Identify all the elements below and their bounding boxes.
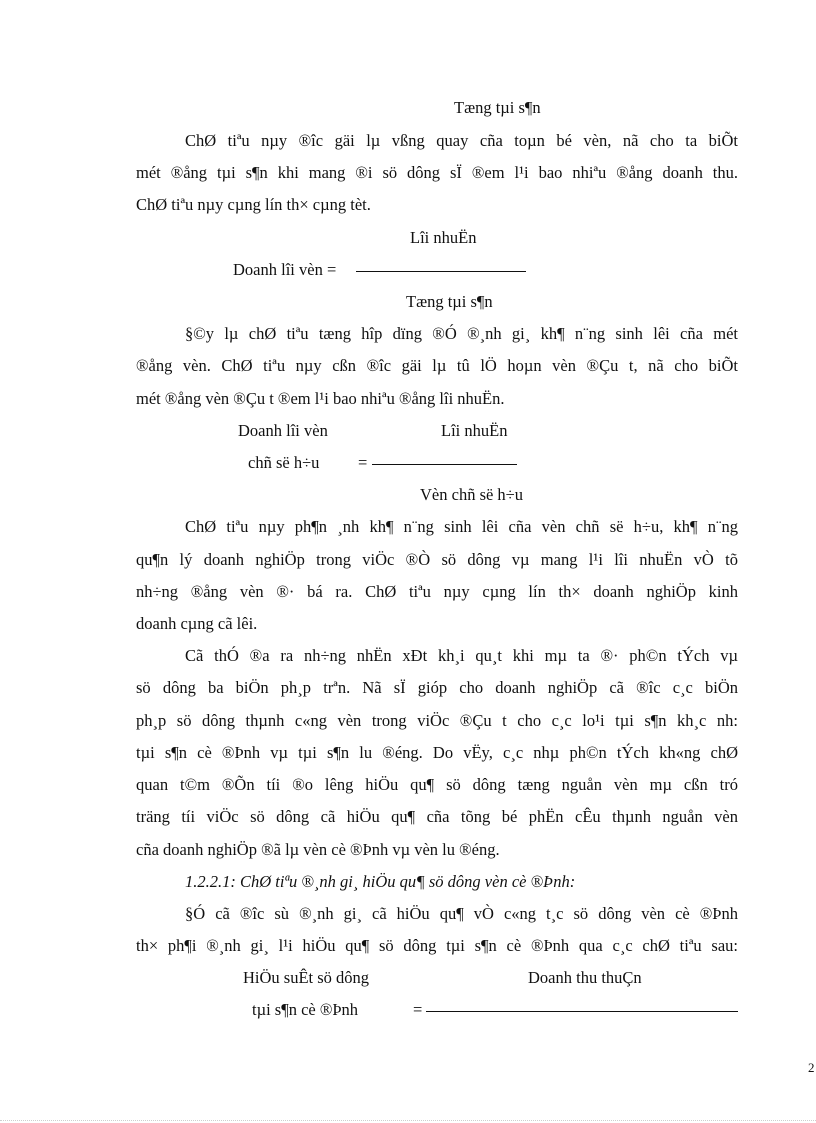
fraction-numerator: Doanh thu thuÇn: [528, 968, 642, 987]
paragraph-line: doanh cµng cã lêi.: [136, 614, 258, 633]
paragraph-line: sö dông ba biÖn ph¸p trªn. Nã sÏ gióp cho doanh nghiÖp cã ®îc c¸c biÖn: [136, 678, 738, 697]
paragraph-line: tµi s¶n cè ®Þnh vµ tµi s¶n lu ®éng. Do vËy, c¸c nhµ ph©n tÝch kh«ng chØ: [136, 743, 738, 762]
page-number: 2: [808, 1060, 815, 1075]
page-bottom-divider: [0, 1120, 816, 1121]
fraction-denominator: Tæng tµi s¶n: [454, 98, 541, 117]
paragraph-line: cña doanh nghiÖp ®ã lµ vèn cè ®Þnh vµ vèn lu ®éng.: [136, 840, 500, 859]
formula-label: Doanh lîi vèn: [238, 421, 328, 440]
paragraph-line: ChØ tiªu nµy cµng lín th× cµng tèt.: [136, 195, 371, 214]
fraction-numerator: Lîi nhuËn: [441, 421, 508, 440]
equals-sign: =: [413, 1000, 423, 1019]
fraction-numerator: Lîi nhuËn: [410, 228, 477, 247]
formula-label: chñ së h÷u: [248, 453, 320, 472]
formula-label: tµi s¶n cè ®Þnh: [252, 1000, 359, 1019]
formula-label: Doanh lîi vèn =: [233, 260, 337, 279]
fraction-denominator: Vèn chñ së h÷u: [420, 485, 523, 504]
paragraph-line: ®ång vèn. ChØ tiªu nµy cßn ®îc gäi lµ tû lÖ hoµn vèn ®Çu t, nã cho biÕt: [136, 356, 738, 375]
fraction-line: [356, 271, 526, 272]
paragraph-line: ph¸p sö dông thµnh c«ng vèn trong viÖc ®Çu t cho c¸c lo¹i tµi s¶n kh¸c nh:: [136, 711, 738, 730]
fraction-line: [426, 1011, 738, 1012]
paragraph-line: ChØ tiªu nµy ®îc gäi lµ vßng quay cña toµn bé vèn, nã cho ta biÕt: [185, 131, 738, 150]
paragraph-line: qu¶n lý doanh nghiÖp trong viÖc ®Ò sö dông vµ mang l¹i lîi nhuËn vÒ tõ: [136, 550, 738, 569]
paragraph-line: §©y lµ chØ tiªu tæng hîp dïng ®Ó ®¸nh gi¸ kh¶ n¨ng sinh lêi cña mét: [185, 324, 738, 343]
fraction-denominator: Tæng tµi s¶n: [406, 292, 493, 311]
paragraph-line: §Ó cã ®îc sù ®¸nh gi¸ cã hiÖu qu¶ vÒ c«ng t¸c sö dông vèn cè ®Þnh: [185, 904, 738, 923]
paragraph-line: mét ®ång tµi s¶n khi mang ®i sö dông sÏ ®em l¹i bao nhiªu ®ång doanh thu.: [136, 163, 738, 182]
paragraph-line: th× ph¶i ®¸nh gi¸ l¹i hiÖu qu¶ sö dông tµi s¶n cè ®Þnh qua c¸c chØ tiªu sau:: [136, 936, 738, 955]
section-heading: 1.2.2.1: ChØ tiªu ®¸nh gi¸ hiÖu qu¶ sö dông vèn cè ®Þnh:: [185, 872, 576, 891]
formula-label: HiÖu suÊt sö dông: [243, 968, 370, 987]
paragraph-line: ChØ tiªu nµy ph¶n ¸nh kh¶ n¨ng sinh lêi cña vèn chñ së h÷u, kh¶ n¨ng: [185, 517, 738, 536]
paragraph-line: quan t©m ®Õn tíi ®o lêng hiÖu qu¶ sö dông tæng nguån vèn mµ cßn tró: [136, 775, 738, 794]
paragraph-line: träng tíi viÖc sö dông cã hiÖu qu¶ cña tõng bé phËn cÊu thµnh nguån vèn: [136, 807, 738, 826]
fraction-line: [372, 464, 517, 465]
paragraph-line: mét ®ång vèn ®Çu t ®em l¹i bao nhiªu ®ång lîi nhuËn.: [136, 389, 505, 408]
equals-sign: =: [358, 453, 368, 472]
paragraph-line: nh÷ng ®ång vèn ®· bá ra. ChØ tiªu nµy cµng lín th× doanh nghiÖp kinh: [136, 582, 738, 601]
paragraph-line: Cã thÓ ®a ra nh÷ng nhËn xÐt kh¸i qu¸t khi mµ ta ®· ph©n tÝch vµ: [185, 646, 738, 665]
